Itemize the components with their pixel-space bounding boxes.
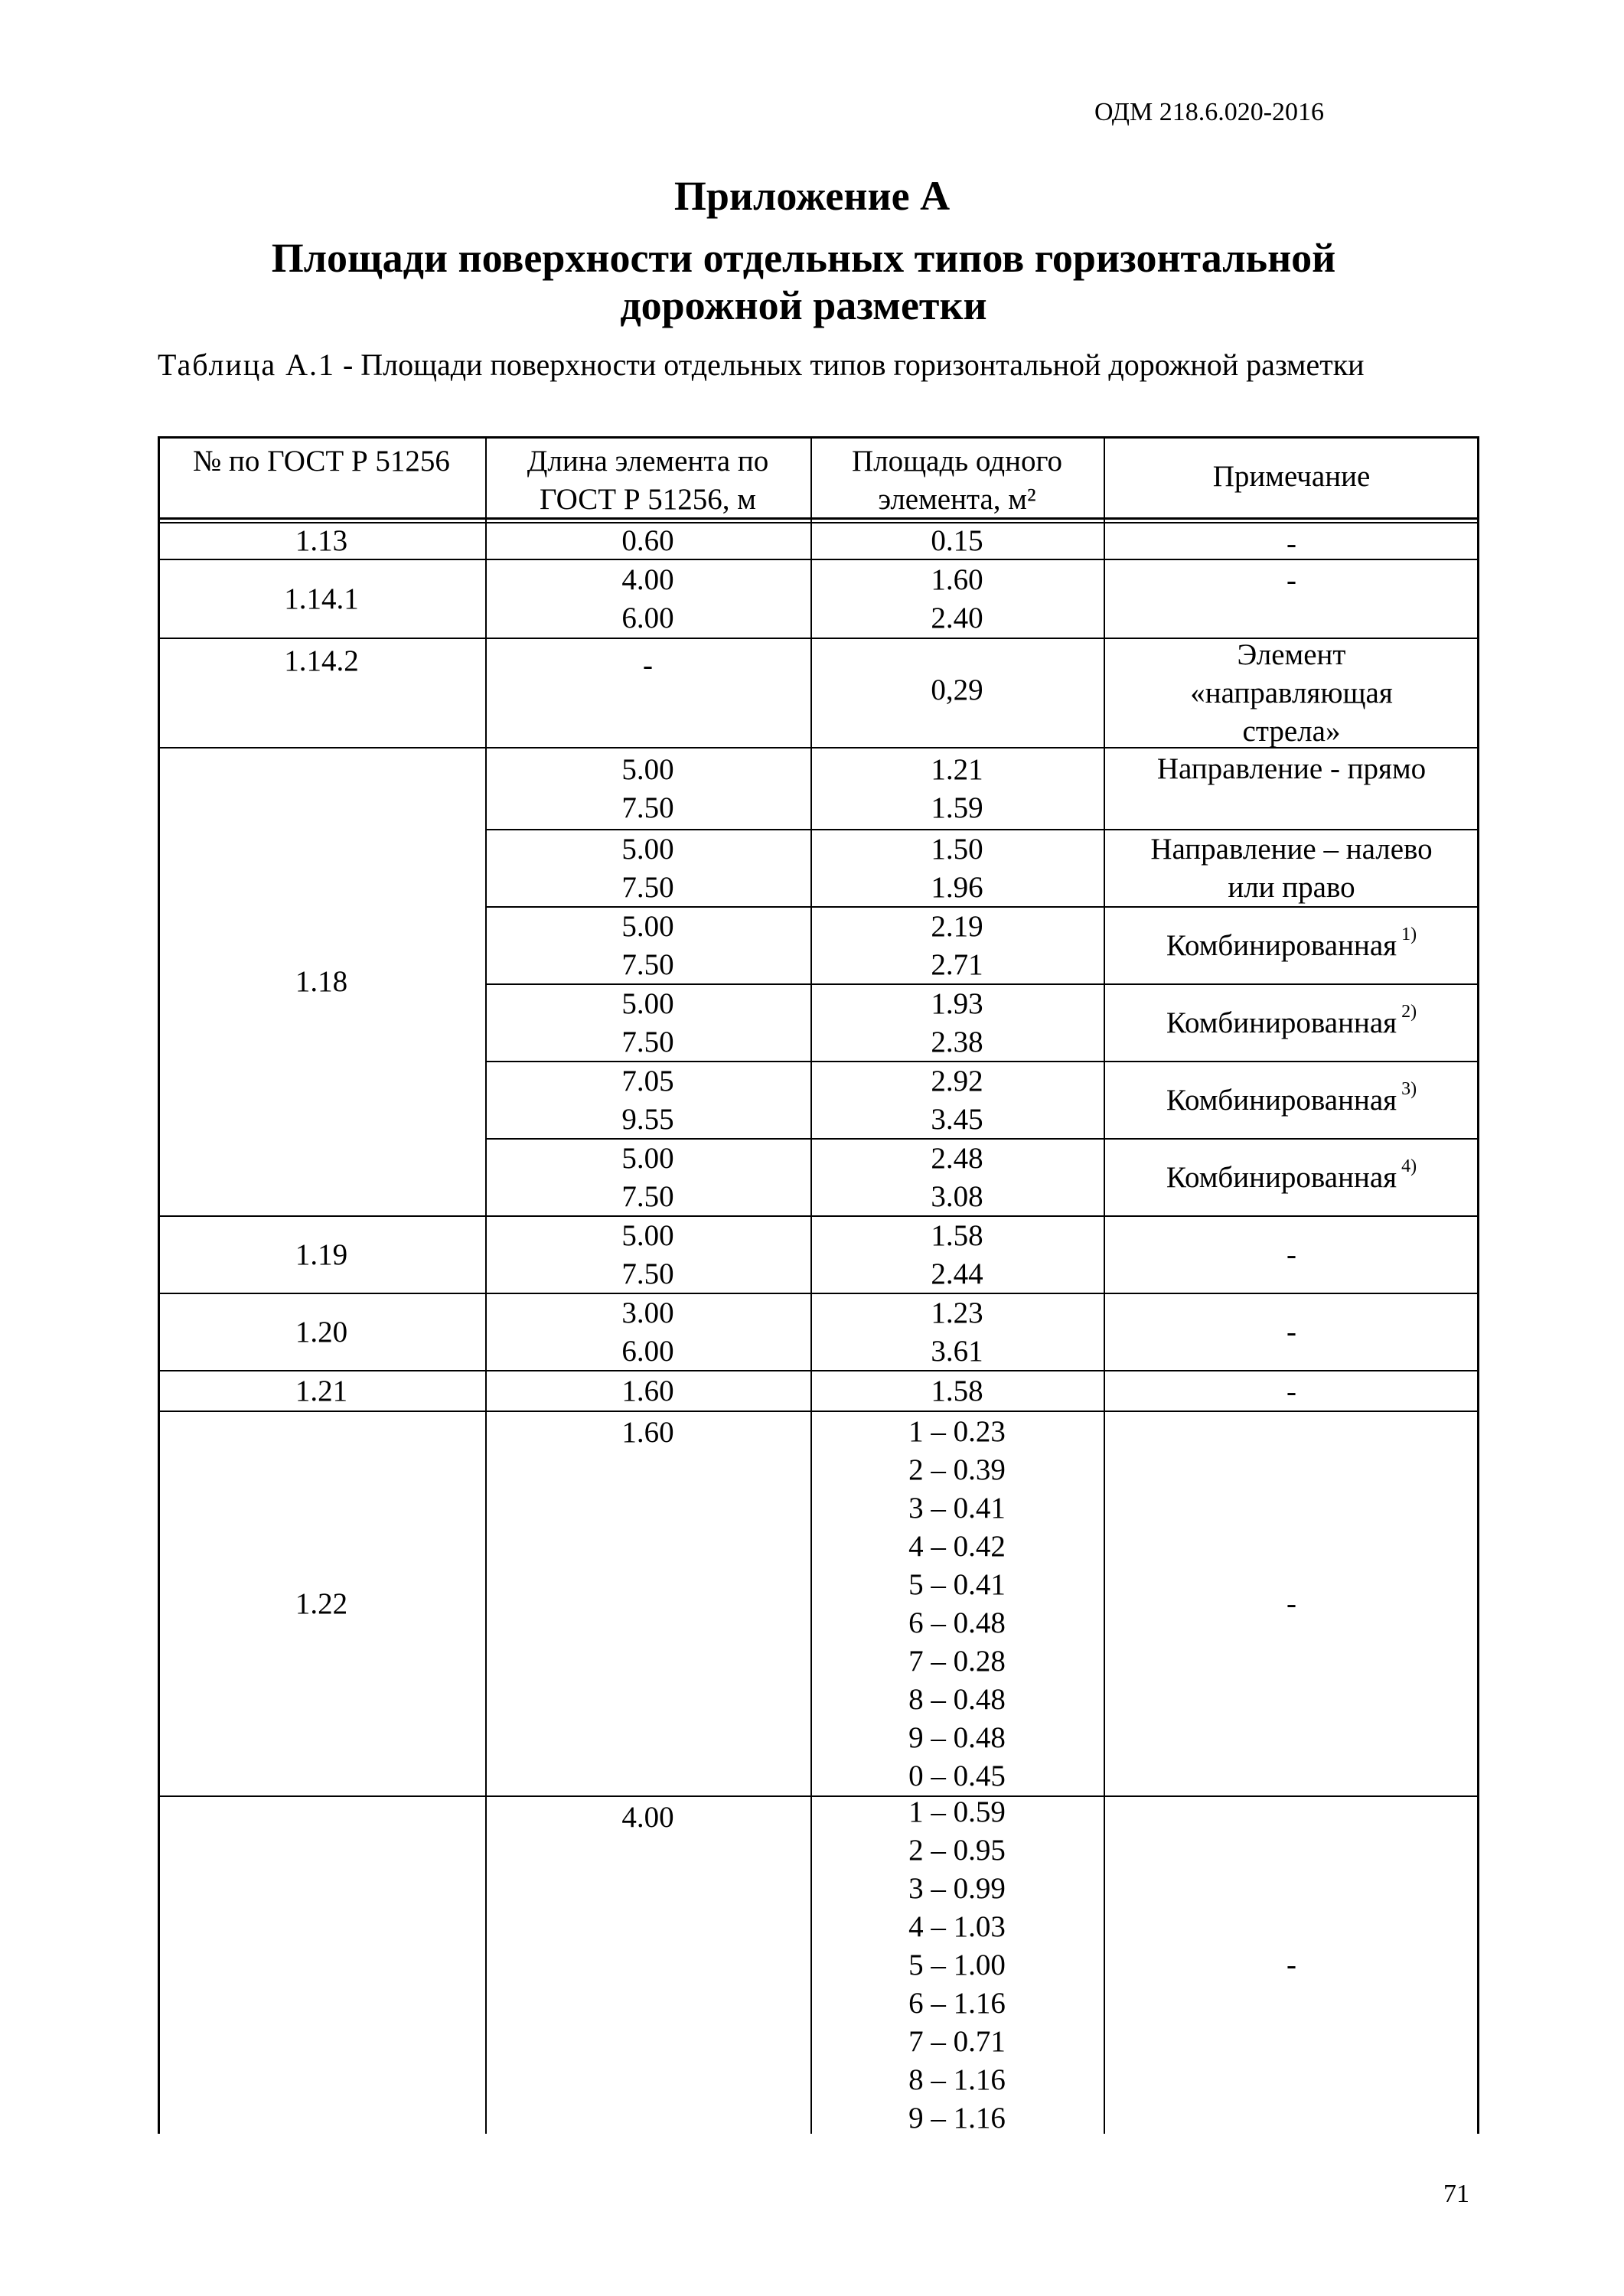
- note-text-line: Комбинированная $^{2)}$: [1166, 1001, 1417, 1039]
- note-text-line: -: [1286, 564, 1296, 597]
- length-value-line: 5.00: [621, 832, 674, 866]
- area-value-line: 3.45: [931, 1102, 983, 1136]
- row-id: [162, 580, 481, 618]
- length-value-line: 7.05: [621, 1064, 674, 1097]
- length-value-line: -: [643, 649, 653, 682]
- area-value: [815, 1793, 1099, 2138]
- area-value-line: 0 – 0.45: [908, 1759, 1006, 1792]
- note-text: [1108, 1001, 1475, 1042]
- table-left-border: [158, 436, 160, 2134]
- area-value-line: 2.44: [931, 1257, 983, 1290]
- note-text-line: Элемент: [1237, 638, 1346, 671]
- column-divider: [485, 436, 487, 2134]
- area-value-line: 0.15: [931, 524, 983, 557]
- area-value-line: 2.38: [931, 1025, 983, 1058]
- row-id-line: 1.19: [295, 1238, 348, 1271]
- area-value-line: 1.58: [931, 1374, 983, 1407]
- row-id: [162, 1236, 481, 1274]
- length-value-line: 0.60: [621, 524, 674, 557]
- length-value-line: 6.00: [621, 1334, 674, 1368]
- note-text: [1108, 1156, 1475, 1197]
- note-text-line: Комбинированная $^{3)}$: [1166, 1078, 1417, 1117]
- column-header-length-line: Длина элемента по: [527, 445, 769, 478]
- area-value-line: 1.23: [931, 1296, 983, 1329]
- note-text-line: «направляющая: [1190, 676, 1393, 709]
- area-value-line: 2.71: [931, 947, 983, 981]
- area-value: [815, 671, 1099, 709]
- area-value-line: 5 – 0.41: [908, 1567, 1006, 1601]
- note-text: [1108, 1078, 1475, 1120]
- note-text-line: Направление - прямо: [1156, 752, 1427, 785]
- area-value-line: 2.48: [931, 1141, 983, 1175]
- area-value: [815, 1140, 1099, 1216]
- column-header-area-line: Площадь одного: [852, 445, 1062, 478]
- row-id-line: 1.20: [295, 1315, 348, 1349]
- area-value: [815, 985, 1099, 1062]
- column-header-length-line: ГОСТ Р 51256, м: [540, 483, 756, 516]
- column-header-note: [1108, 458, 1475, 496]
- row-id: [162, 963, 481, 1001]
- area-value-line: 0,29: [931, 673, 983, 706]
- row-id-line: 1.18: [295, 965, 348, 998]
- note-text-line: -: [1286, 1587, 1296, 1620]
- note-footnote-ref: 2): [1397, 1001, 1417, 1022]
- note-text-line: -: [1286, 527, 1296, 560]
- area-value-line: 1.93: [931, 987, 983, 1020]
- length-value: [490, 561, 806, 638]
- note-text-line: Комбинированная $^{4)}$: [1166, 1156, 1417, 1194]
- note-text-line: -: [1286, 1375, 1296, 1408]
- length-value-line: 4.00: [621, 1801, 674, 1834]
- marking-area-table: [158, 436, 1479, 2134]
- length-value-line: 7.50: [621, 1179, 674, 1213]
- area-value: [815, 1294, 1099, 1371]
- area-value-line: 1.96: [931, 870, 983, 904]
- length-value: [490, 1372, 806, 1411]
- column-header-area-line: элемента, м²: [878, 483, 1036, 516]
- area-value: [815, 1413, 1099, 1795]
- note-text: [1108, 1585, 1475, 1623]
- note-text: [1108, 1236, 1475, 1274]
- page-number: 71: [1443, 2180, 1469, 2208]
- column-header-gost: [162, 442, 481, 481]
- length-value-line: 5.00: [621, 1141, 674, 1175]
- area-value-line: 3 – 0.41: [908, 1491, 1006, 1525]
- appendix-title: Приложение А: [673, 173, 951, 219]
- note-text: [1108, 525, 1475, 563]
- row-id: [162, 522, 481, 560]
- length-value: [490, 985, 806, 1062]
- table-right-border: [1477, 436, 1479, 2134]
- table-top-border: [158, 436, 1479, 439]
- area-value-line: 2.19: [931, 909, 983, 943]
- note-text: [1108, 830, 1475, 907]
- length-value-line: 3.00: [621, 1296, 674, 1329]
- area-value: [815, 908, 1099, 984]
- area-value-line: 7 – 0.28: [908, 1644, 1006, 1678]
- note-text: [1108, 562, 1475, 600]
- column-header-area: [815, 442, 1099, 519]
- area-value-line: 7 – 0.71: [908, 2025, 1006, 2058]
- area-value: [815, 1062, 1099, 1139]
- length-value-line: 5.00: [621, 987, 674, 1020]
- length-value: [490, 1217, 806, 1293]
- area-value-line: 2.92: [931, 1064, 983, 1097]
- column-divider: [1104, 436, 1105, 2134]
- area-value: [815, 561, 1099, 638]
- area-value-line: 4 – 1.03: [908, 1910, 1006, 1943]
- length-value: [490, 830, 806, 907]
- table-caption: [158, 346, 1497, 384]
- area-value-line: 5 – 1.00: [908, 1949, 1006, 1981]
- length-value-line: 7.50: [621, 870, 674, 904]
- note-text: [1108, 924, 1475, 965]
- note-footnote-ref: 1): [1397, 924, 1417, 944]
- table-caption-text: - Площади поверхности отдельных типов горизонтальной дорожной разметки: [334, 347, 1365, 382]
- note-text-line: -: [1286, 1315, 1296, 1349]
- area-value-line: 8 – 0.48: [908, 1682, 1006, 1716]
- area-value: [815, 522, 1099, 560]
- row-id-line: 1.14.2: [284, 644, 359, 677]
- area-value-line: 1.50: [931, 832, 983, 866]
- column-divider: [810, 436, 812, 2134]
- length-value: [490, 522, 806, 560]
- column-header-note-line: Примечание: [1212, 460, 1371, 493]
- area-value: [815, 751, 1099, 827]
- note-text-line: -: [1286, 1238, 1296, 1271]
- row-id: [162, 1313, 481, 1352]
- area-value-line: 1 – 0.23: [908, 1414, 1006, 1448]
- area-value: [815, 830, 1099, 907]
- note-footnote-ref: 3): [1397, 1078, 1417, 1099]
- column-header-length: [490, 442, 806, 519]
- length-value-line: 7.50: [621, 947, 674, 981]
- area-value-line: 8 – 1.16: [908, 2063, 1006, 2096]
- area-value-line: 2 – 0.95: [908, 1834, 1006, 1867]
- note-text-line: Направление – налево: [1150, 832, 1433, 866]
- length-value-line: 5.00: [621, 909, 674, 943]
- note-text: [1108, 1313, 1475, 1352]
- length-value: [490, 1414, 806, 1452]
- area-value-line: 2 – 0.39: [908, 1453, 1006, 1486]
- length-value-line: 5.00: [621, 1218, 674, 1252]
- appendix-subtitle: Площади поверхности отдельных типов горизонтальной дорожной разметки: [271, 235, 1336, 328]
- table-caption-label: Таблица А.1: [158, 347, 335, 382]
- area-value-line: 1.21: [931, 752, 983, 786]
- row-id-line: 1.21: [295, 1374, 348, 1407]
- area-value-line: 6 – 1.16: [908, 1987, 1006, 2020]
- document-code: ОДМ 218.6.020-2016: [1094, 98, 1325, 126]
- row-id: [162, 1585, 481, 1623]
- note-text: [1108, 1373, 1475, 1411]
- length-value-line: 5.00: [621, 752, 674, 786]
- note-text-line: или право: [1228, 870, 1355, 904]
- length-value-line: 7.50: [621, 1025, 674, 1058]
- row-id: [162, 1372, 481, 1411]
- note-text: [1108, 750, 1475, 788]
- length-value: [490, 1062, 806, 1139]
- area-value-line: 1.60: [931, 563, 983, 596]
- area-value-line: 4 – 0.42: [908, 1529, 1006, 1563]
- length-value: [490, 647, 806, 685]
- note-text: [1108, 1946, 1475, 1985]
- area-value-line: 1 – 0.59: [908, 1795, 1006, 1828]
- length-value-line: 7.50: [621, 1257, 674, 1290]
- length-value: [490, 1799, 806, 1837]
- area-value-line: 1.58: [931, 1218, 983, 1252]
- row-id-line: 1.14.1: [284, 582, 359, 615]
- length-value-line: 1.60: [621, 1416, 674, 1449]
- column-header-gost-line: № по ГОСТ Р 51256: [193, 445, 450, 478]
- length-value: [490, 751, 806, 827]
- note-footnote-ref: 4): [1397, 1156, 1417, 1176]
- length-value-line: 7.50: [621, 791, 674, 824]
- area-value-line: 3 – 0.99: [908, 1872, 1006, 1905]
- area-value-line: 3.08: [931, 1179, 983, 1213]
- area-value-line: 9 – 0.48: [908, 1720, 1006, 1754]
- area-value-line: 9 – 1.16: [908, 2102, 1006, 2135]
- area-value-line: 2.40: [931, 601, 983, 634]
- length-value-line: 1.60: [621, 1374, 674, 1407]
- length-value: [490, 1294, 806, 1371]
- row-id-line: 1.13: [295, 524, 348, 557]
- area-value: [815, 1372, 1099, 1411]
- length-value-line: 9.55: [621, 1102, 674, 1136]
- note-text-line: -: [1286, 1949, 1296, 1981]
- area-value-line: 6 – 0.48: [908, 1606, 1006, 1639]
- note-text-line: стрела»: [1242, 714, 1341, 748]
- area-value-line: 3.61: [931, 1334, 983, 1368]
- row-id-line: 1.22: [295, 1587, 348, 1620]
- length-value: [490, 908, 806, 984]
- length-value: [490, 1140, 806, 1216]
- length-value-line: 4.00: [621, 563, 674, 596]
- row-id: [162, 642, 481, 680]
- note-text: [1108, 636, 1475, 751]
- length-value-line: 6.00: [621, 601, 674, 634]
- note-text-line: Комбинированная $^{1)}$: [1166, 924, 1417, 962]
- area-value: [815, 1217, 1099, 1293]
- area-value-line: 1.59: [931, 791, 983, 824]
